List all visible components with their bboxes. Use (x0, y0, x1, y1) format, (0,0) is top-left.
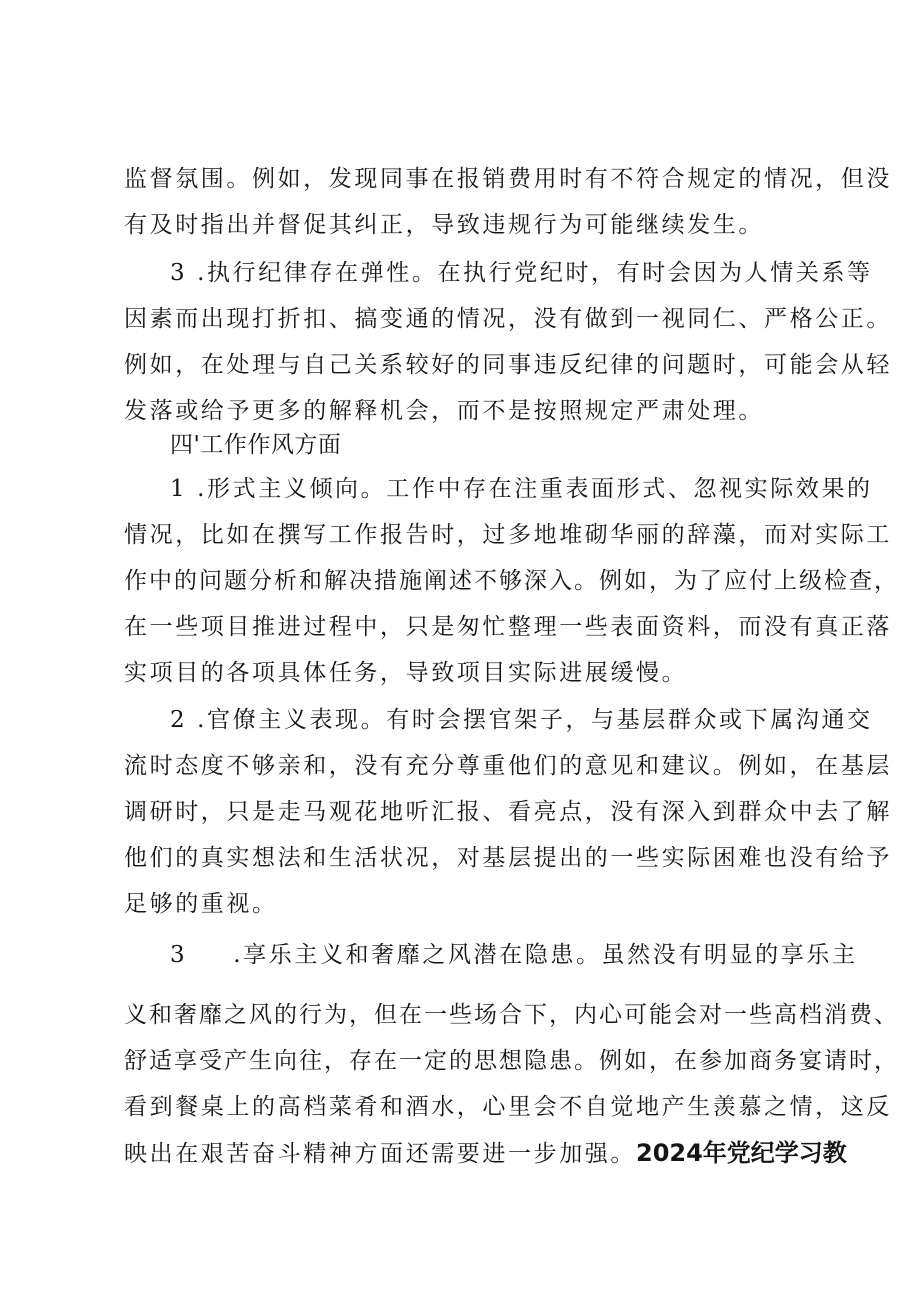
paragraph-line: 看到餐桌上的高档菜肴和酒水，心里会不自觉地产生羡慕之情，这反 (124, 1094, 892, 1120)
paragraph-line: 实项目的各项具体任务，导致项目实际进展缓慢。 (124, 660, 688, 686)
paragraph-line: 情况，比如在撰写工作报告时，过多地堆砌华丽的辞藻，而对实际工 (124, 522, 892, 548)
list-item-formalism: 1 .形式主义倾向。工作中存在注重表面形式、忽视实际效果的 (170, 476, 873, 502)
paragraph-line: 例如，在处理与自己关系较好的同事违反纪律的问题时，可能会从轻 (124, 352, 892, 378)
list-item-text: .享乐主义和奢靡之风潜在隐患。虽然没有明显的享乐主 (233, 942, 858, 968)
paragraph-line: 义和奢靡之风的行为，但在一些场合下，内心可能会对一些高档消费、 (124, 1002, 899, 1028)
paragraph-line: 在一些项目推进过程中，只是匆忙整理一些表面资料，而没有真正落 (124, 614, 892, 640)
paragraph-line: 调研时，只是走马观花地听汇报、看亮点，没有深入到群众中去了解 (124, 799, 892, 825)
paragraph-line: 监督氛围。例如，发现同事在报销费用时有不符合规定的情况，但没 (124, 166, 892, 192)
paragraph-line: 有及时指出并督促其纠正，导致违规行为可能继续发生。 (124, 212, 764, 238)
paragraph-line: 作中的问题分析和解决措施阐述不够深入。例如，为了应付上级检查， (124, 568, 899, 594)
paragraph-line: 足够的重视。 (124, 891, 278, 917)
paragraph-line: 因素而出现打折扣、搞变通的情况，没有做到一视同仁、严格公正。 (124, 306, 892, 332)
title-fragment: 2024年党纪学习教 (636, 1139, 847, 1167)
list-item-bureaucracy: 2 .官僚主义表现。有时会摆官架子，与基层群众或下属沟通交 (170, 707, 873, 733)
paragraph-line: 他们的真实想法和生活状况，对基层提出的一些实际困难也没有给予 (124, 845, 892, 871)
paragraph-line (124, 1138, 847, 1169)
section-heading: 四'工作作风方面 (170, 432, 342, 458)
list-item-discipline-3: 3 .执行纪律存在弹性。在执行党纪时，有时会因为人情关系等 (170, 260, 873, 286)
paragraph-text: 映出在艰苦奋斗精神方面还需要进一步加强。 (124, 1141, 636, 1167)
paragraph-line: 流时态度不够亲和，没有充分尊重他们的意见和建议。例如，在基层 (124, 753, 892, 779)
list-item-hedonism (170, 940, 858, 970)
paragraph-line: 发落或给予更多的解释机会，而不是按照规定严肃处理。 (124, 398, 764, 424)
list-number: 3 (170, 942, 188, 968)
paragraph-line: 舒适享受产生向往，存在一定的思想隐患。例如，在参加商务宴请时， (124, 1048, 899, 1074)
